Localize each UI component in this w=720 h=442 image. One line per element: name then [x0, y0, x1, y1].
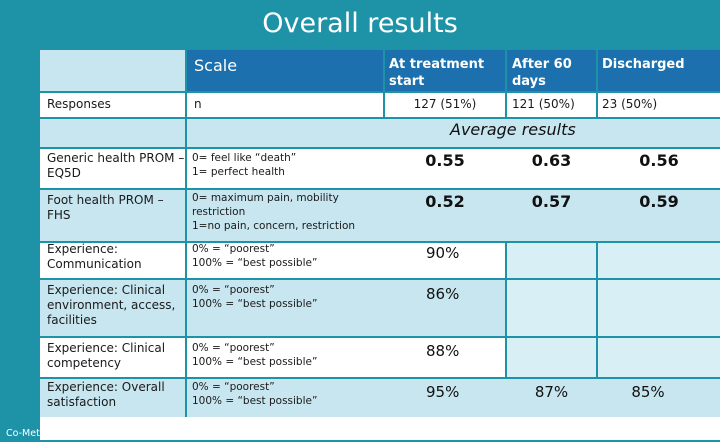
header-at-treatment-start: At treatment start [389, 57, 485, 89]
empty-later-cells [505, 241, 720, 377]
row-satisfaction-discharged: 85% [631, 383, 665, 401]
row-fhs-at-treatment-start: 0.52 [425, 192, 465, 211]
page-number: 8 [707, 428, 714, 439]
corner-cell [40, 50, 185, 91]
row-label-satisfaction: Experience: Overall satisfaction [47, 380, 165, 409]
responses-label: Responses [47, 97, 111, 111]
grid-line [40, 377, 720, 379]
row-communication-at-treatment-start: 90% [426, 244, 460, 262]
row-fhs-after-60-days: 0.57 [531, 192, 572, 211]
row-label-competency: Experience: Clinical competency [47, 341, 166, 370]
row-label-fhs: Foot health PROM – FHS [47, 193, 164, 222]
row-label-environment: Experience: Clinical environment, access, facilities [47, 283, 176, 327]
row-scale-eq5d: 0= feel like “death” 1= perfect health [192, 152, 297, 178]
row-label-communication: Experience: Communication [47, 242, 142, 271]
row-competency-at-treatment-start: 88% [426, 342, 460, 360]
average-results-label: Average results [450, 120, 576, 139]
row-eq5d-after-60-days: 0.63 [531, 151, 572, 170]
grid-line [40, 336, 720, 338]
row-scale-competency: 0% = “poorest” 100% = “best possible” [192, 342, 318, 368]
grid-line [185, 50, 187, 417]
grid-line [40, 91, 720, 93]
grid-line [40, 117, 720, 119]
row-eq5d-discharged: 0.56 [639, 151, 679, 170]
responses-discharged: 23 (50%) [602, 97, 658, 111]
row-label-eq5d: Generic health PROM – EQ5D [47, 151, 185, 180]
slide-title: Overall results [262, 8, 458, 39]
copyright-footer: Co-Metrica © 2010 [6, 428, 98, 439]
row-satisfaction-after-60-days: 87% [534, 383, 569, 401]
responses-after-60-days: 121 (50%) [512, 97, 575, 111]
responses-at-treatment-start: 127 (51%) [413, 97, 477, 111]
row-scale-fhs: 0= maximum pain, mobility restriction 1=no pain, concern, restriction [192, 192, 356, 232]
row-eq5d-at-treatment-start: 0.55 [425, 151, 465, 170]
row-scale-communication: 0% = “poorest” 100% = “best possible” [192, 243, 318, 269]
grid-line [596, 241, 598, 377]
responses-n-label: n [194, 97, 202, 111]
scale-header: Scale [194, 56, 238, 75]
row-fhs-discharged: 0.59 [639, 192, 679, 211]
header-after-60-days: After 60 days [512, 57, 572, 89]
results-table [40, 50, 720, 440]
row-satisfaction-at-treatment-start: 95% [426, 383, 460, 401]
grid-line [40, 147, 720, 149]
row-scale-environment: 0% = “poorest” 100% = “best possible” [192, 284, 318, 310]
grid-line [40, 278, 720, 280]
grid-line [505, 50, 507, 117]
grid-line [505, 241, 507, 377]
grid-line [40, 188, 720, 190]
grid-line [596, 50, 598, 117]
row-scale-satisfaction: 0% = “poorest” 100% = “best possible” [192, 381, 318, 407]
row-environment-at-treatment-start: 86% [426, 285, 460, 303]
header-discharged: Discharged [602, 57, 685, 72]
